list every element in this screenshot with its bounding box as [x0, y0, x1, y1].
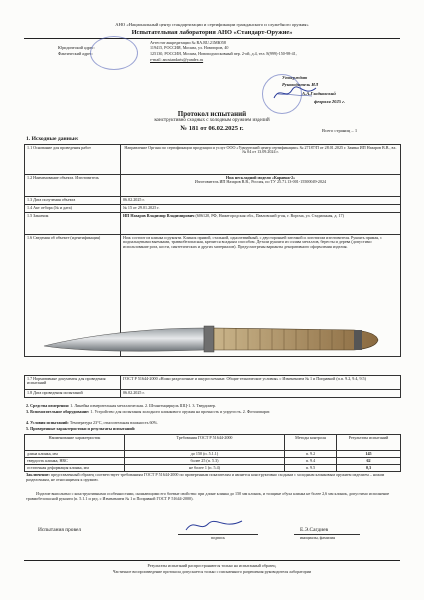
- results-header: Методы контроля: [285, 435, 337, 451]
- table-row: [25, 205, 401, 213]
- header-org: АНО «Национальный центр стандартизации и сертификации гражданского и служебного оружия»: [115, 22, 309, 27]
- protocol-number: № 181 от 06.02.2025 г.: [180, 125, 244, 132]
- results-header: Требования ГОСТ Р 51644-2000: [125, 435, 285, 451]
- section2-value: 1. Линейка измерительная металлическая. 2. Штангенциркуль ШЦ-1. 3. Твердомер.: [70, 403, 216, 408]
- tester-signature: [184, 518, 244, 534]
- results-cell: 0,3: [337, 464, 401, 471]
- protocol-subtitle: конструктивно сходных с холодным оружием изделий: [154, 118, 270, 123]
- section3-label: 3. Вспомогательное оборудование:: [26, 409, 90, 414]
- manufacturer: Изготовитель ИП Назаров В.В., Россия, по ТУ 25.71.13-001-15500049-2024: [194, 179, 327, 185]
- header-rule: [24, 38, 400, 39]
- row-value: № 15 от 29.01.2025 г.: [121, 205, 401, 213]
- footer-line2: Частичное воспроизведение протокола допускается только с письменного разрешения руководителя лаборатории: [112, 569, 312, 574]
- results-header: Результаты испытаний: [337, 435, 401, 451]
- table-row: [25, 376, 401, 390]
- fact-address: 125130, РОССИЯ, Москва, Новоподмосковный пер. 2-ой, д.4, тел. 8(999)-150-98-41,: [150, 51, 297, 56]
- row-label: 1.5 Заказчик: [25, 213, 121, 235]
- customer-name: ИП Назаров Владимир Владимирович: [123, 212, 195, 218]
- results-cell: п. 9.4: [285, 457, 337, 464]
- legal-address: 119415, РОССИЯ, Москва, ул. Новаторов, 40: [150, 45, 229, 50]
- row-value-cell: [121, 175, 401, 197]
- norms-table: [24, 375, 401, 398]
- row-label: 1.4 Акт отбора (№ и дата): [25, 205, 121, 213]
- row-label: 1.1 Основание для проведения работ: [25, 145, 121, 175]
- results-cell: п. 9.2: [285, 451, 337, 458]
- name-caption: инициалы, фамилия: [300, 535, 336, 540]
- section3-value: 1. Устройство для испытания холодного клинкового оружия на прочность и упругость. 2. Фотоаппарат.: [90, 409, 271, 414]
- results-cell: не более 1 (п. 5.4): [125, 464, 285, 471]
- row-label: 1.8 Дата проведения испытаний: [25, 390, 121, 398]
- attestat: Аттестат аккредитации № RA.RU.21МЮ58: [150, 40, 226, 45]
- section2-label: 2. Средства измерения:: [26, 403, 70, 408]
- results-cell: 62: [337, 457, 401, 464]
- legal-label: Юридический адрес:: [58, 45, 95, 50]
- approval-role: Руководитель ИЛ: [282, 82, 319, 87]
- approval-stamp: [262, 74, 302, 114]
- table-row: [25, 213, 401, 235]
- knife-photo: [24, 306, 400, 370]
- object-name: Нож нескладной модели «Каравна-2»: [225, 174, 296, 180]
- table-row: [25, 451, 401, 458]
- page-count: Всего страниц – 1: [322, 128, 358, 133]
- conclusion: [26, 473, 398, 483]
- section4-value: Температура 23°С, относительная влажность 60%.: [69, 420, 159, 425]
- email: e-mail: anostandarts@yandex.ru: [150, 57, 204, 62]
- row-value: Направление Органа по сертификации продукции и услуг ООО «Удмуртский центр сертификации» № 27187/П от 28.01.2025 г. Заявка ИП Назаров В.В., вх. № 04 от 13.09.2024 г.: [121, 145, 401, 175]
- approval-name: А.А.Гладковский: [302, 91, 336, 96]
- header-lab: Испытательная лаборатория АНО «Стандарт-Оружие»: [131, 29, 293, 36]
- signature-caption: подпись: [210, 535, 226, 540]
- row-label: 1.2 Наименование объекта. Изготовитель: [25, 175, 121, 197]
- results-cell: до 150 (п. 5.1.1): [125, 451, 285, 458]
- results-cell: п. 9.5: [285, 464, 337, 471]
- knife-guard: [204, 326, 214, 352]
- footer-line1: Результаты испытаний распространяются только на испытанный образец.: [147, 563, 277, 568]
- results-cell: твердость клинка, HRC: [25, 457, 125, 464]
- table-row: [25, 197, 401, 205]
- section1-title: 1. Исходные данные:: [26, 136, 79, 142]
- approval-word: Утверждаю: [282, 75, 308, 80]
- results-header-row: [25, 435, 401, 451]
- section5-title: 5. Проверенные характеристики и результаты испытаний:: [26, 426, 136, 431]
- fact-label: Фактический адрес:: [58, 51, 93, 56]
- row-value-cell: [121, 213, 401, 235]
- knife-pommel: [354, 330, 362, 350]
- knife-blade: [44, 328, 204, 351]
- conclusion-label: Заключение:: [26, 472, 50, 477]
- design-note: Изделие выполнено с конструктивными особенностями, снижающими его боевые свойства: при длине клинка до 150 мм клинок, и толщине обуха клинка не более 2,6 мм клинок, допустимо исполнение травмобезопасной рукояти (п. 5.1.1 и ред. с Изменением № 1 и Поправкой ГОСТ Р 51644-2000).: [26, 491, 390, 501]
- section3: [26, 410, 398, 415]
- results-cell: длина клинка, мм: [25, 451, 125, 458]
- results-header: Наименование характеристик: [25, 435, 125, 451]
- results-cell: остаточная деформация клинка, мм: [25, 464, 125, 471]
- table-row: [25, 457, 401, 464]
- row-label: 1.7 Нормативные документы для проведения испытаний: [25, 376, 121, 390]
- table-row: [25, 175, 401, 197]
- conclusion-text: представленный образец соответствует требованиям ГОСТ Р 51644-2000 по проверенным показателям и является конструктивно сходным с холодным клинковым оружием изделием – ножом разделочным, не относящимся к оружию.: [26, 472, 385, 482]
- footer-rule: [24, 560, 400, 561]
- row-value: 06.02.2025 г.: [121, 390, 401, 398]
- table-row: [25, 145, 401, 175]
- protocol-title: Протокол испытаний: [177, 110, 247, 118]
- row-value: 06.02.2025 г.: [121, 197, 401, 205]
- results-table: [24, 434, 401, 472]
- row-label: 1.3 Дата получения объекта: [25, 197, 121, 205]
- approval-date: февраля 2025 г.: [314, 99, 345, 104]
- table-row: [25, 390, 401, 398]
- table-row: [25, 464, 401, 471]
- header-stamp: [90, 36, 138, 70]
- customer-address: (606120, РФ, Нижегородская обл., Павловский р-он, г. Ворсма, ул. Стадионная, д. 17): [195, 212, 344, 218]
- results-cell: более 25 (п. 5.3): [125, 457, 285, 464]
- tested-by-label: Испытания провел: [38, 527, 82, 533]
- row-label: 1.6 Сведения об объекте (идентификация): [25, 235, 121, 357]
- results-cell: 145: [337, 451, 401, 458]
- row-value: Нож состоит из клинка и рукояти. Клинок прямой, стальной, однолезвийный, с двусторонней заточкой и логотипом изготовителя. Рукоять прямая, с подпальцевыми выемками, травмобезопасная, крепится всадным способом. Детали рукояти из сплава металлов, бересты и дерева (допустимо использование рога, кости, синтетических и других материалов). Предусмотрены варианты декоративного оформления изделия.: [121, 235, 401, 357]
- row-value: ГОСТ Р 51644-2000 «Ножи разделочные и шкуросъемные. Общие технические условия» с Изменением № 1 и Поправкой (п.п. 9.2, 9.4, 9.5): [121, 376, 401, 390]
- section4-label: 4. Условия испытаний:: [26, 420, 69, 425]
- tester-name: Е.Э.Сагдиев: [300, 527, 329, 533]
